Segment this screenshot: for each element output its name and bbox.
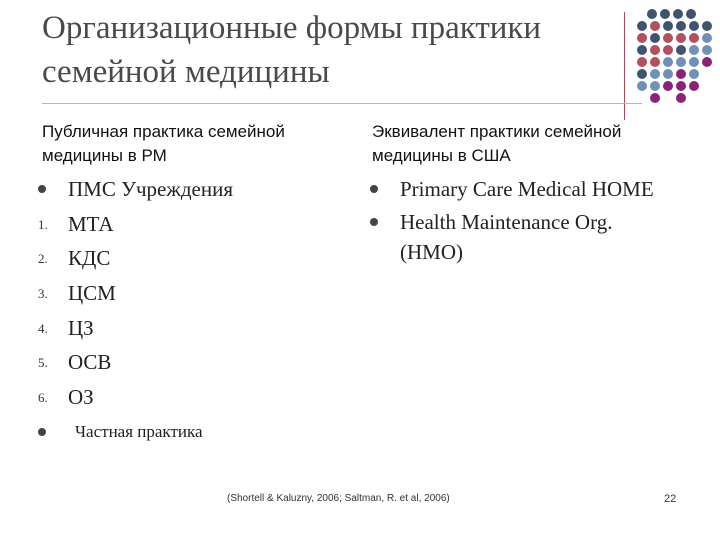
list-item-text: ПМС Учреждения	[68, 177, 233, 201]
decor-dot	[663, 45, 673, 55]
decor-dot	[689, 69, 699, 79]
list-number: 5.	[38, 355, 48, 371]
right-item-list	[370, 174, 660, 270]
decor-dot	[663, 21, 673, 31]
decor-dot	[663, 57, 673, 67]
decor-dot	[676, 21, 686, 31]
left-item-list	[38, 174, 338, 452]
list-item-text: Primary Care Medical HOME	[400, 177, 654, 201]
decor-dot	[637, 69, 647, 79]
list-item-text: ОЗ	[68, 385, 94, 410]
decor-dot	[637, 33, 647, 43]
list-number: 3.	[38, 286, 48, 302]
list-item	[38, 347, 338, 382]
decor-dot	[637, 57, 647, 67]
decor-dot	[702, 57, 712, 67]
bullet-icon	[370, 218, 378, 226]
list-item	[38, 382, 338, 417]
decor-dot	[702, 21, 712, 31]
decor-dot	[676, 45, 686, 55]
list-number: 2.	[38, 251, 48, 267]
list-number: 4.	[38, 320, 48, 336]
list-item	[38, 417, 338, 452]
decor-dot	[660, 9, 670, 19]
decor-dot	[650, 33, 660, 43]
left-column-heading: Публичная практика семейной медицины в РМ	[42, 122, 285, 165]
decor-dot	[663, 69, 673, 79]
decor-dot	[637, 81, 647, 91]
decor-dot	[702, 45, 712, 55]
decor-dot	[650, 45, 660, 55]
decor-dot	[650, 69, 660, 79]
list-number: 6.	[38, 390, 48, 406]
bullet-icon	[38, 185, 46, 193]
list-item-text: ЦЗ	[68, 315, 94, 340]
page-number: 22	[664, 493, 677, 505]
list-item-text: Health Maintenance Org. (HMO)	[400, 210, 613, 264]
decor-dot	[676, 69, 686, 79]
reference-citation: (Shortell & Kaluzny, 2006; Saltman, R. et al, 2006)	[227, 493, 450, 504]
right-column-heading: Эквивалент практики семейной медицины в США	[372, 122, 622, 165]
list-item	[370, 174, 660, 204]
list-item	[38, 174, 338, 209]
decor-dot	[663, 33, 673, 43]
decor-dot	[676, 33, 686, 43]
decor-dot	[637, 45, 647, 55]
decor-dot	[650, 81, 660, 91]
decor-dot	[676, 93, 686, 103]
decor-dot	[647, 9, 657, 19]
list-number: 1.	[38, 216, 48, 232]
list-item-text: МТА	[68, 211, 114, 236]
decor-dot	[689, 45, 699, 55]
decor-dot	[676, 81, 686, 91]
list-item	[38, 313, 338, 348]
title-divider-line	[42, 103, 642, 104]
list-item	[38, 243, 338, 278]
decorative-dot-grid	[637, 9, 717, 119]
decor-dot	[650, 93, 660, 103]
decor-dot	[637, 21, 647, 31]
decor-dot	[676, 57, 686, 67]
list-item	[38, 278, 338, 313]
decor-dot	[689, 57, 699, 67]
decor-dot	[702, 33, 712, 43]
list-item	[38, 209, 338, 244]
slide-title: Организационные формы практики семейной медицины	[42, 10, 542, 90]
list-item	[370, 207, 660, 267]
decor-dot	[673, 9, 683, 19]
decor-dot	[650, 57, 660, 67]
decor-dot	[689, 81, 699, 91]
decor-dot	[650, 21, 660, 31]
decor-dot	[689, 21, 699, 31]
list-item-text: ЦСМ	[68, 281, 116, 306]
bullet-icon	[38, 428, 46, 436]
decor-dot	[686, 9, 696, 19]
list-item-text: Частная практика	[75, 421, 203, 441]
bullet-icon	[370, 185, 378, 193]
decor-dot	[663, 81, 673, 91]
list-item-text: ОСВ	[68, 350, 112, 375]
decor-dot	[689, 33, 699, 43]
list-item-text: КДС	[68, 246, 111, 271]
